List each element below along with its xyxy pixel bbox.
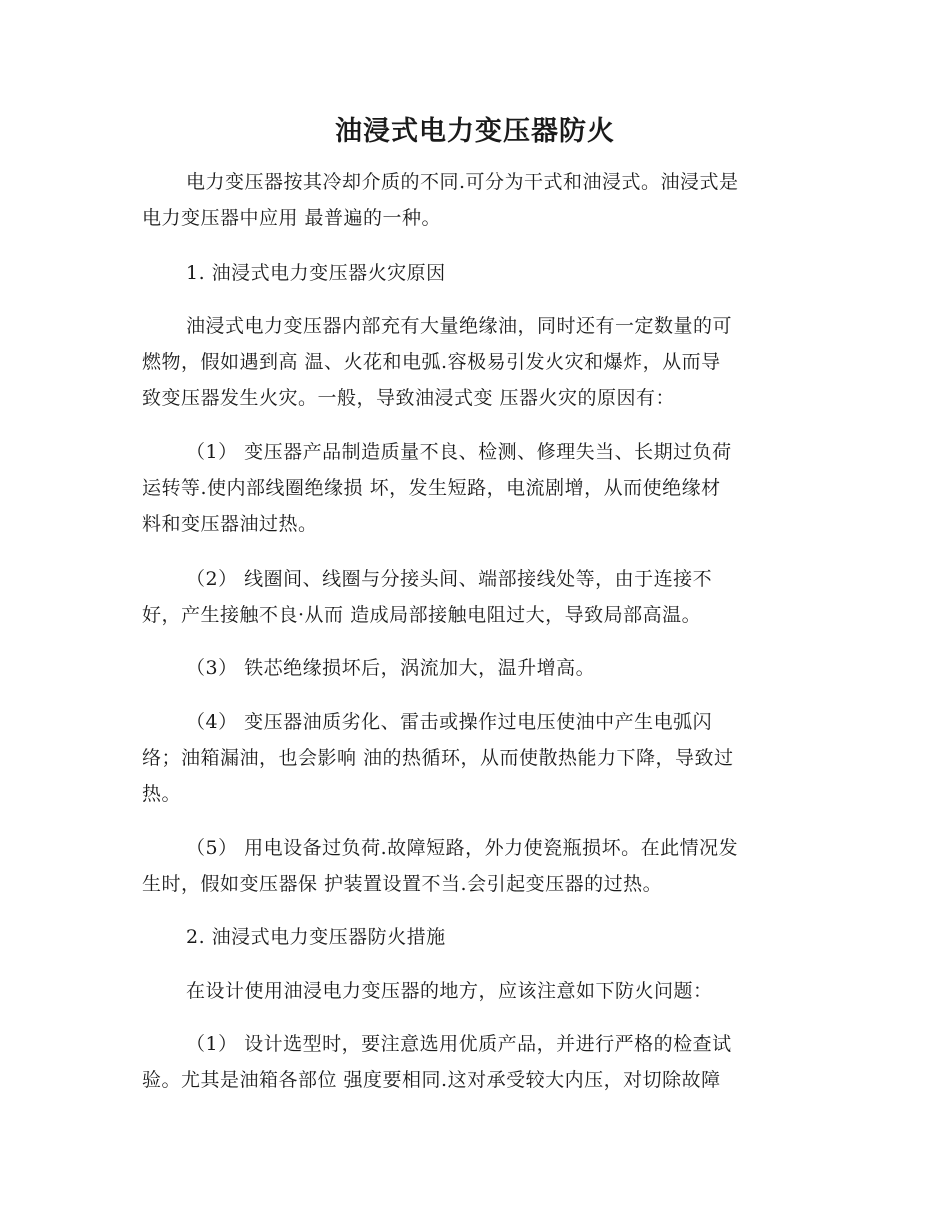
text-line: 1. 油浸式电力变压器火灾原因 xyxy=(186,262,446,284)
text-line: 生时，假如变压器保 护装置设置不当.会引起变压器的过热。 xyxy=(142,873,663,895)
paragraph-causes-overview xyxy=(142,308,814,416)
paragraph-cause-2 xyxy=(142,561,814,633)
paragraph-intro xyxy=(142,164,814,236)
document-title: 油浸式电力变压器防火 xyxy=(335,116,615,147)
text-line: （4） 变压器油质劣化、雷击或操作过电压使油中产生电弧闪 xyxy=(186,711,713,733)
text-line: 油浸式电力变压器内部充有大量绝缘油，同时还有一定数量的可 xyxy=(186,315,733,337)
text-line: 热。 xyxy=(142,783,182,805)
text-line: 络；油箱漏油，也会影响 油的热循环，从而使散热能力下降，导致过 xyxy=(142,747,734,769)
text-line: 电力变压器按其冷却介质的不同.可分为干式和油浸式。油浸式是 xyxy=(186,171,739,193)
paragraph-cause-4 xyxy=(142,704,814,812)
text-line: 验。尤其是油箱各部位 强度要相同.这对承受较大内压，对切除故障 xyxy=(142,1069,721,1091)
text-line: 料和变压器油过热。 xyxy=(142,513,318,535)
section-heading-fire-prevention xyxy=(142,919,814,955)
paragraph-prevention-intro xyxy=(142,973,814,1009)
paragraph-cause-1 xyxy=(142,434,814,542)
text-line: 电力变压器中应用 最普遍的一种。 xyxy=(142,207,442,229)
text-line: 好，产生接触不良·从而 造成局部接触电阻过大，导致局部高温。 xyxy=(142,604,702,626)
text-line: （1） 设计选型时，要注意选用优质产品，并进行严格的检查试 xyxy=(186,1033,732,1055)
text-line: （3） 铁芯绝缘损坏后，涡流加大，温升增高。 xyxy=(186,657,596,679)
text-line: 在设计使用油浸电力变压器的地方，应该注意如下防火问题： xyxy=(186,980,713,1002)
paragraph-cause-5 xyxy=(142,830,814,902)
section-heading-fire-causes xyxy=(142,255,814,291)
paragraph-cause-3 xyxy=(142,650,814,686)
text-line: （5） 用电设备过负荷.故障短路，外力使瓷瓶损坏。在此情况发 xyxy=(186,837,739,859)
text-line: 燃物，假如遇到高 温、火花和电弧.容极易引发火灾和爆炸，从而导 xyxy=(142,351,721,373)
text-line: 运转等.使内部线圈绝缘损 坏，发生短路，电流剧增，从而使绝缘材 xyxy=(142,477,721,499)
text-line: （1） 变压器产品制造质量不良、检测、修理失当、长期过负荷 xyxy=(186,441,732,463)
text-line: （2） 线圈间、线圈与分接头间、端部接线处等，由于连接不 xyxy=(186,568,713,590)
paragraph-prevention-1 xyxy=(142,1026,814,1098)
text-line: 2. 油浸式电力变压器防火措施 xyxy=(186,926,446,948)
text-line: 致变压器发生火灾。一般，导致油浸式变 压器火灾的原因有： xyxy=(142,387,676,409)
